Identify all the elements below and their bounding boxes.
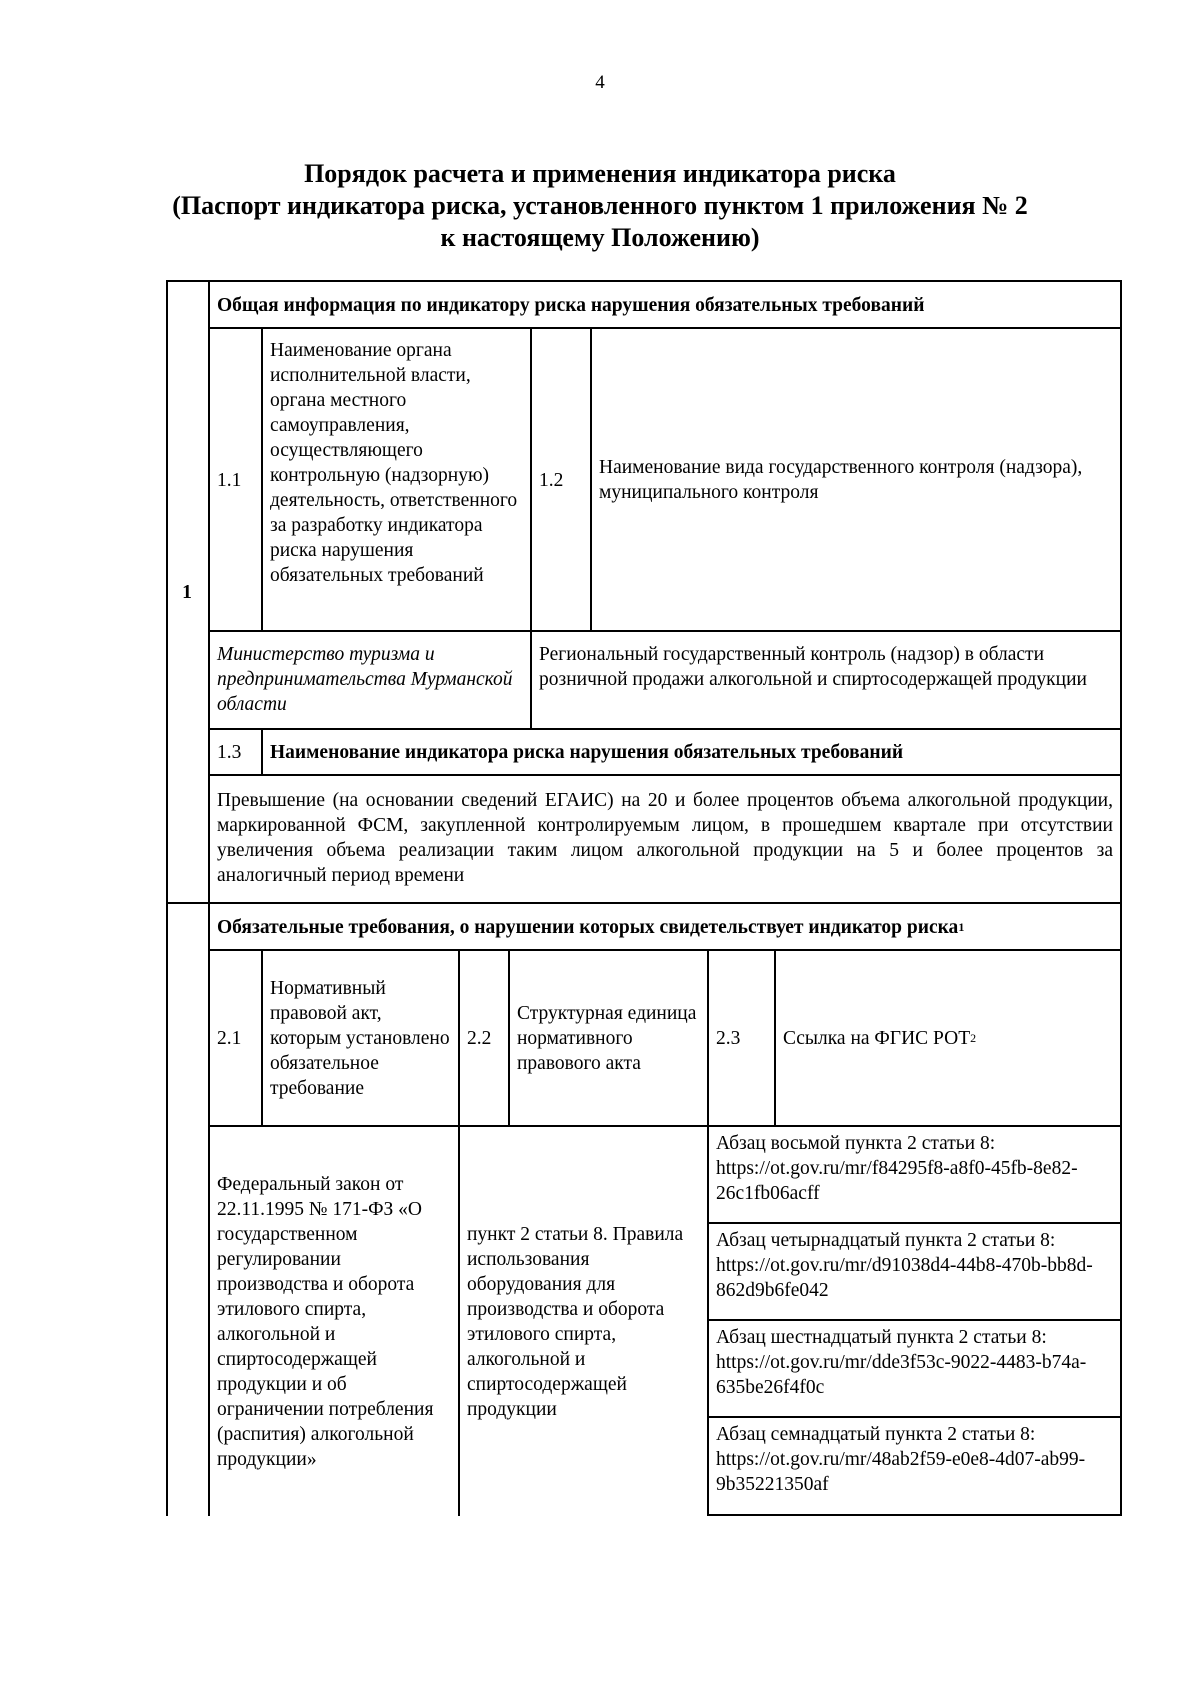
- page-number: 4: [595, 72, 605, 93]
- title-line-1: Порядок расчета и применения индикатора риска: [304, 159, 896, 188]
- cell-1-2-text: Наименование вида государственного контроля (надзора), муниципального контроля: [599, 457, 1083, 503]
- cell-2-3-number: 2.3: [716, 1027, 741, 1049]
- section-2-header-text: Обязательные требования, о нарушении которых свидетельствует индикатор риска: [217, 916, 959, 938]
- cell-1-3-number: 1.3: [217, 741, 242, 763]
- cell-2-1-text: Нормативный правовой акт, которым установлено обязательное требование: [270, 977, 450, 1099]
- rot-link-2: Абзац четырнадцатый пункта 2 статьи 8: https://ot.gov.ru/mr/d91038d4-44b8-470b-bb8d-862d9b6fe042: [716, 1230, 1093, 1301]
- rot-link-4: Абзац семнадцатый пункта 2 статьи 8: https://ot.gov.ru/mr/48ab2f59-e0e8-4d07-ab99-9b35221350af: [716, 1424, 1086, 1495]
- section-2-header: Обязательные требования, о нарушении которых свидетельствует индикатор риска 1: [217, 916, 965, 938]
- ministry-name: Министерство туризма и предпринимательства Мурманской области: [217, 644, 513, 715]
- title-line-3: к настоящему Положению): [440, 223, 760, 252]
- rot-link-1: Абзац восьмой пункта 2 статьи 8: https://ot.gov.ru/mr/f84295f8-a8f0-45fb-8e82-26c1fb06acff: [716, 1133, 1078, 1204]
- structural-unit: пункт 2 статьи 8. Правила использования оборудования для производства и оборота этилового спирта, алкогольной и спиртосодержащей продукции: [467, 1223, 684, 1420]
- section-1-header: Общая информация по индикатору риска нарушения обязательных требований: [217, 294, 925, 316]
- indicator-text: Превышение (на основании сведений ЕГАИС) на 20 и более процентов объема алкогольной продукции, маркированной ФСМ, закупленной контролируемым лицом, в прошедшем квартале при отсутствии увеличения объема реализации таким лицом алкогольной продукции на 5 и более процентов за аналогичный период времени: [217, 790, 1113, 886]
- cell-1-1-number: 1.1: [217, 469, 242, 491]
- control-kind: Региональный государственный контроль (надзор) в области розничной продажи алкогольной и спиртосодержащей продукции: [539, 644, 1087, 690]
- cell-2-3-text: Ссылка на ФГИС РОТ 2: [783, 1027, 977, 1049]
- cell-1-2-number: 1.2: [539, 469, 564, 491]
- section-1-number: 1: [182, 581, 192, 603]
- cell-1-3-text: Наименование индикатора риска нарушения обязательных требований: [270, 741, 904, 763]
- law-name: Федеральный закон от 22.11.1995 № 171-ФЗ «О государственном регулировании производства и оборота этилового спирта, алкогольной и спиртосодержащей продукции и об ограничении потребления (распития) алкогольной продукции»: [217, 1173, 434, 1470]
- cell-2-2-number: 2.2: [467, 1027, 492, 1049]
- cell-1-1-text: Наименование органа исполнительной власти, органа местного самоуправления, осуществляющего контрольную (надзорную) деятельность, ответственного за разработку индикатора риска нарушения обязательных требований: [270, 340, 518, 586]
- rot-link-3: Абзац шестнадцатый пункта 2 статьи 8: https://ot.gov.ru/mr/dde3f53c-9022-4483-b74a-635be26f4f0c: [716, 1327, 1087, 1398]
- cell-2-2-text: Структурная единица нормативного правового акта: [517, 1002, 697, 1074]
- title-line-2: (Паспорт индикатора риска, установленного пунктом 1 приложения № 2: [172, 191, 1028, 220]
- page-title: [0, 158, 1200, 254]
- cell-2-1-number: 2.1: [217, 1027, 242, 1049]
- cell-2-3-label: Ссылка на ФГИС РОТ: [783, 1027, 971, 1049]
